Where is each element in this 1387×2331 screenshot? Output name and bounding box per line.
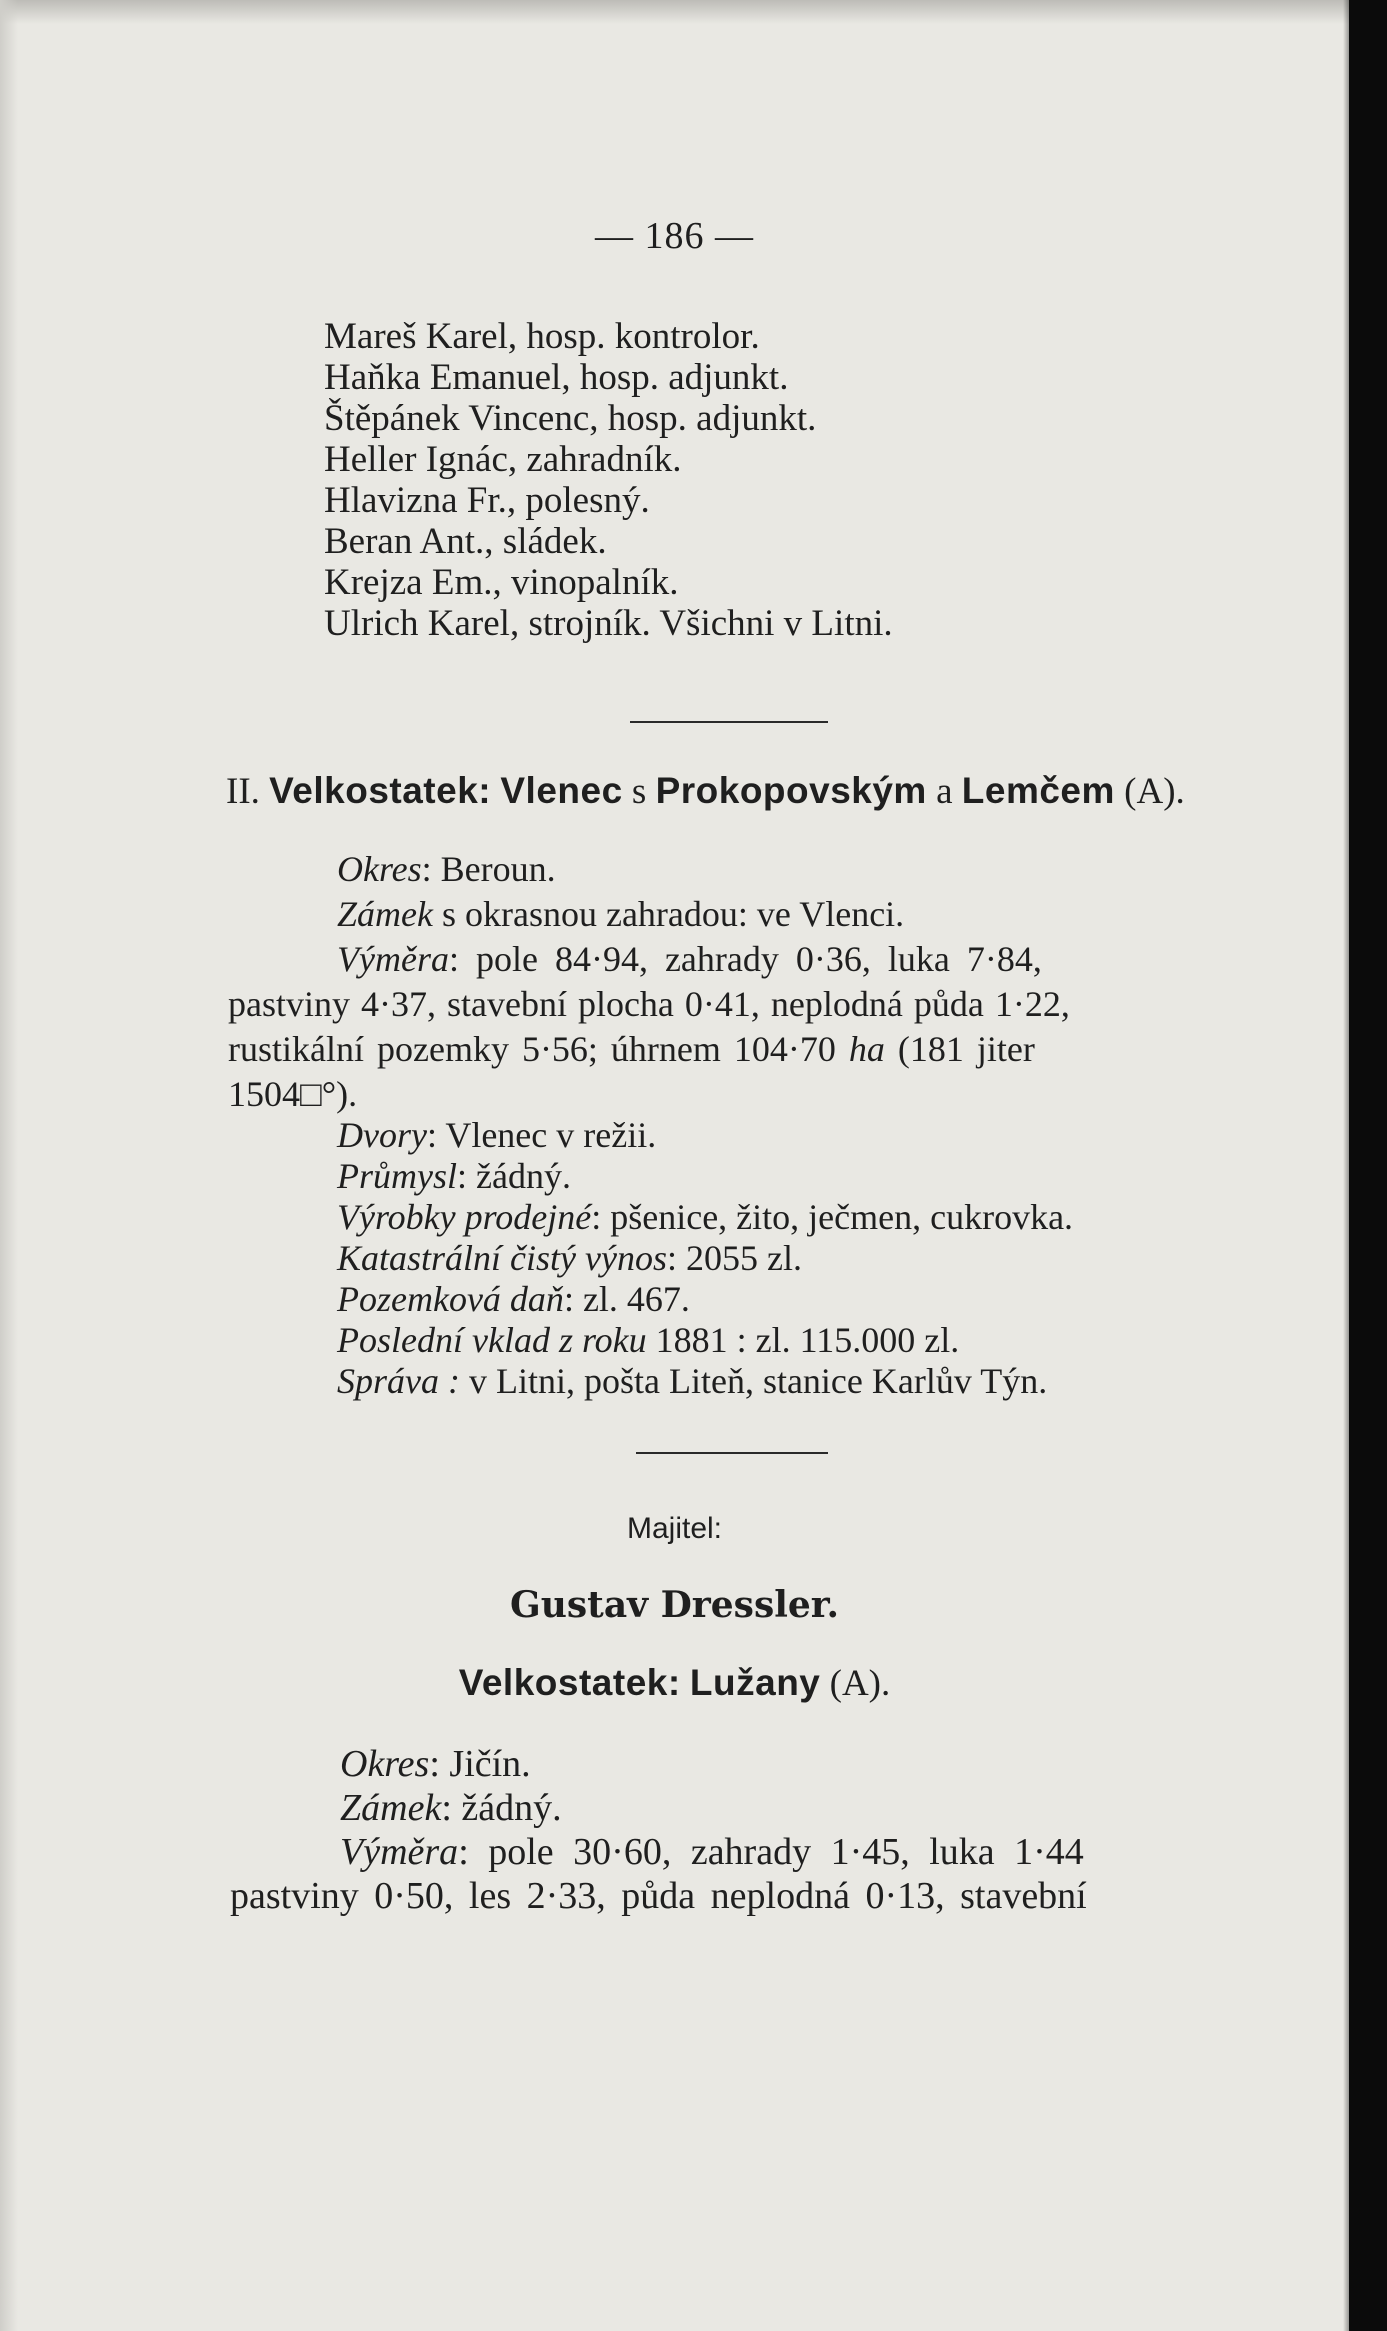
vyrobky-value: : pšenice, žito, ječmen, cukrovka. xyxy=(591,1197,1074,1237)
zamek-line xyxy=(340,1786,562,1830)
vyrobky-label: Výrobky prodejné xyxy=(337,1197,592,1237)
prumysl-value: : žádný. xyxy=(457,1156,571,1196)
hectare-unit: ha xyxy=(848,1029,885,1069)
okres-label: Okres xyxy=(337,849,422,889)
sprava-value: v Litni, pošta Liteň, stanice Karlův Týn. xyxy=(468,1361,1048,1401)
dvory-value: : Vlenec v režii. xyxy=(426,1115,657,1155)
vymera-line-4: 1504□°). xyxy=(228,1074,358,1114)
page-shadow-top xyxy=(0,0,1349,24)
zamek-value: s okrasnou zahradou: ve Vlenci. xyxy=(441,894,905,934)
sprava-label: Správa : xyxy=(337,1361,460,1401)
staff-entry: Štěpánek Vincenc, hosp. adjunkt. xyxy=(324,398,817,439)
dvory-line xyxy=(337,1114,656,1156)
owner-divider xyxy=(636,1452,828,1454)
okres-value: : Jičín. xyxy=(429,1743,531,1785)
dvory-label: Dvory xyxy=(337,1115,427,1155)
staff-entry: Heller Ignác, zahradník. xyxy=(324,439,682,480)
staff-entry: Ulrich Karel, strojník. Všichni v Litni. xyxy=(324,603,893,644)
staff-entry: Haňka Emanuel, hosp. adjunkt. xyxy=(324,357,789,398)
vklad-label: Poslední vklad z roku xyxy=(337,1320,647,1360)
vymera-line-1 xyxy=(337,938,1042,980)
staff-entry: Beran Ant., sládek. xyxy=(324,521,607,562)
sprava-line xyxy=(337,1360,1047,1402)
vymera-label: Výměra xyxy=(337,939,449,979)
staff-entry: Mareš Karel, hosp. kontrolor. xyxy=(324,316,760,357)
estate-name-3: Lemčem xyxy=(961,770,1115,811)
page-number: — 186 — xyxy=(595,215,754,257)
vymera-line-3 xyxy=(228,1028,1035,1070)
connector-2: a xyxy=(936,771,953,812)
vklad-value: 1881 : zl. 115.000 zl. xyxy=(655,1320,960,1360)
vymera-value-3a: rustikální pozemky 5·56; úhrnem 104·70 xyxy=(228,1029,836,1069)
katastr-label: Katastrální čistý výnos xyxy=(337,1238,667,1278)
estate-label: Velkostatek: xyxy=(458,1662,681,1703)
vymera-value-1: : pole 84·94, zahrady 0·36, luka 7·84, xyxy=(448,939,1042,979)
owner-label: Majitel: xyxy=(626,1512,723,1545)
vymera-value-3b: (181 jiter xyxy=(897,1029,1035,1069)
section-divider xyxy=(630,721,828,723)
dan-value: : zl. 467. xyxy=(563,1279,690,1319)
katastr-value: : 2055 zl. xyxy=(666,1238,802,1278)
estate-suffix: (A). xyxy=(829,1663,891,1704)
okres-line xyxy=(337,848,556,890)
dan-label: Pozemková daň xyxy=(337,1279,564,1319)
vymera-value-1: : pole 30·60, zahrady 1·45, luka 1·44 xyxy=(458,1831,1084,1873)
zamek-label: Zámek xyxy=(340,1787,442,1829)
prumysl-label: Průmysl xyxy=(337,1156,457,1196)
estate-suffix: (A). xyxy=(1124,771,1185,812)
vklad-line xyxy=(337,1319,959,1361)
scan-border-right xyxy=(1349,0,1387,2331)
owner-name: Gustav Dressler. xyxy=(510,1584,839,1626)
okres-line xyxy=(340,1742,531,1786)
section-heading-vlenec xyxy=(226,770,1185,813)
staff-entry: Hlavizna Fr., polesný. xyxy=(324,480,650,521)
okres-label: Okres xyxy=(340,1743,430,1785)
staff-entry: Krejza Em., vinopalník. xyxy=(324,562,679,603)
okres-value: : Beroun. xyxy=(421,849,556,889)
zamek-label: Zámek xyxy=(337,894,433,934)
prumysl-line xyxy=(337,1155,571,1197)
estate-name: Vlenec xyxy=(500,770,623,811)
vymera-line-2: pastviny 4·37, stavební plocha 0·41, neplodná půda 1·22, xyxy=(228,984,1070,1024)
dan-line xyxy=(337,1278,690,1320)
zamek-line xyxy=(337,893,904,935)
katastr-line xyxy=(337,1237,802,1279)
section-numeral: II. xyxy=(226,771,260,812)
connector: s xyxy=(631,771,647,812)
estate-name-2: Prokopovským xyxy=(655,770,927,811)
estate-heading-luzany xyxy=(0,1662,1349,1705)
zamek-value: : žádný. xyxy=(441,1787,562,1829)
vymera-line-2: pastviny 0·50, les 2·33, půda neplodná 0·13, stavební xyxy=(230,1875,1087,1917)
estate-name: Lužany xyxy=(689,1662,821,1703)
estate-label: Velkostatek: xyxy=(269,770,492,811)
vymera-label: Výměra xyxy=(340,1831,459,1873)
page-shadow-left xyxy=(0,0,18,2331)
staff-list xyxy=(324,316,893,644)
vyrobky-line xyxy=(337,1196,1073,1238)
vymera-line-1 xyxy=(340,1830,1084,1874)
